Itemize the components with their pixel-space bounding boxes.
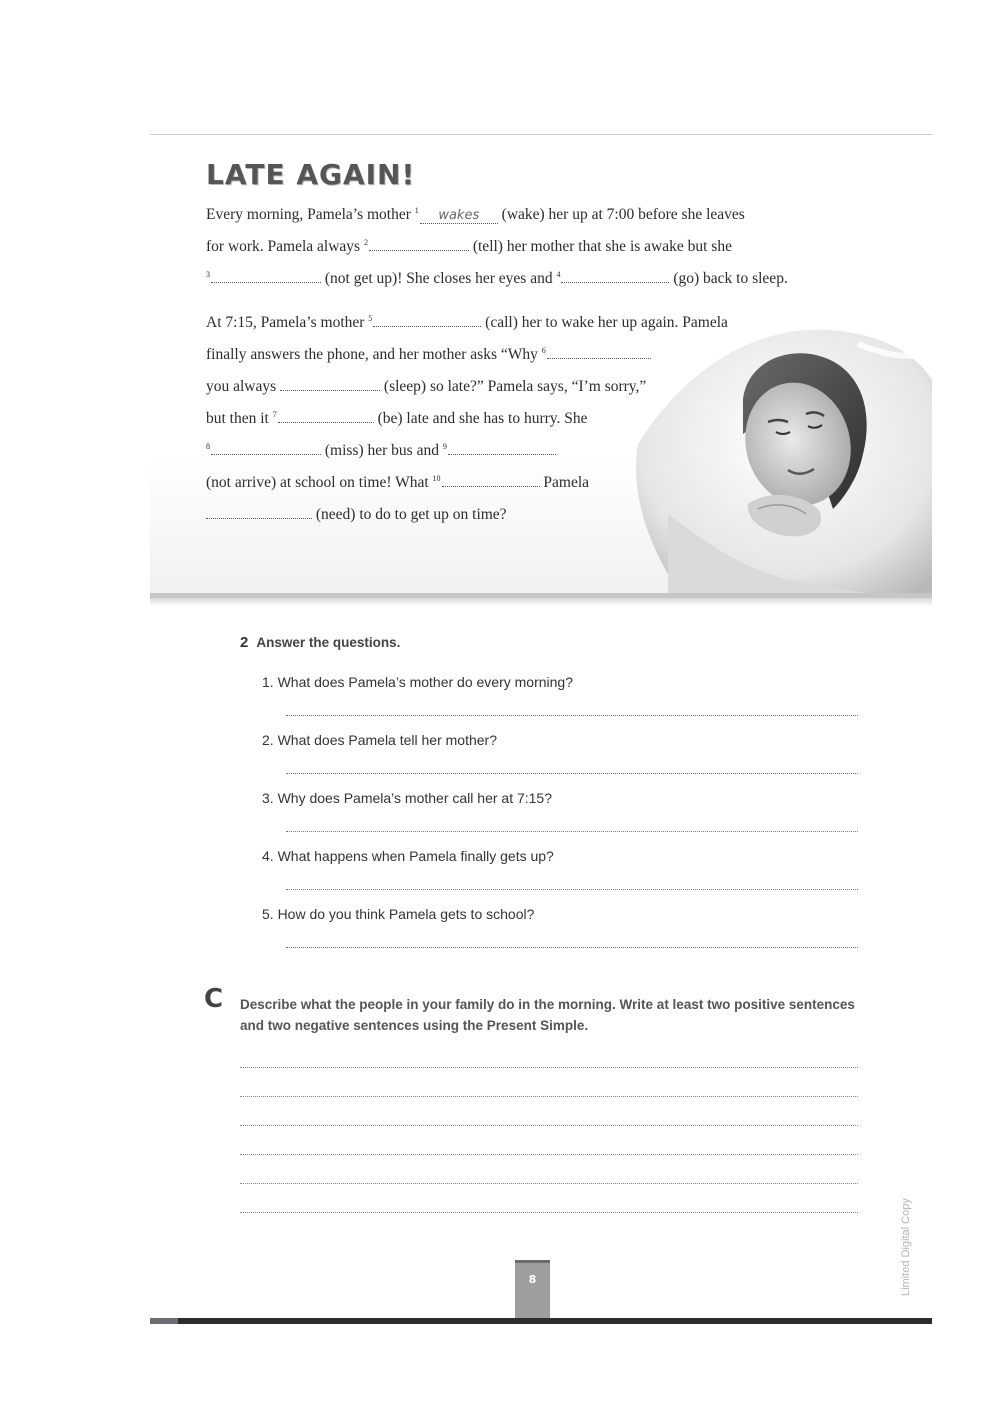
top-rule <box>150 134 932 135</box>
story-line-8 <box>206 442 556 460</box>
story-text: (sleep) so late?” Pamela says, “I’m sorry,” <box>380 378 647 395</box>
story-line-3 <box>206 270 788 288</box>
gap-number: 1 <box>414 206 419 215</box>
question-3: 3. Why does Pamela’s mother call her at 7:15? <box>262 790 553 806</box>
answer-line-4[interactable] <box>286 888 858 890</box>
story-text: (miss) her bus and <box>321 442 443 460</box>
page-number: 8 <box>528 1273 537 1286</box>
reading-panel <box>150 136 932 598</box>
section-heading-text: Answer the questions. <box>256 635 401 650</box>
writing-line-5[interactable] <box>240 1182 858 1184</box>
story-text: (call) her to wake her up again. Pamela <box>481 314 728 332</box>
story-text: you always <box>206 378 281 395</box>
page-number-tab <box>515 1260 550 1320</box>
story-text: (not arrive) at school on time! What <box>206 474 433 492</box>
writing-line-6[interactable] <box>240 1211 858 1213</box>
question-1: 1. What does Pamela’s mother do every morning? <box>262 674 574 690</box>
story-line-10 <box>206 506 507 524</box>
story-text: Pamela <box>539 474 590 492</box>
story-text: At 7:15, Pamela’s mother <box>206 314 369 332</box>
gap-number: 6 <box>541 346 546 355</box>
bottom-rule-accent <box>150 1318 178 1324</box>
answer-5[interactable] <box>373 314 481 327</box>
answer-4[interactable] <box>561 270 669 283</box>
question-2: 2. What does Pamela tell her mother? <box>262 732 498 748</box>
answer-line-2[interactable] <box>286 772 858 774</box>
story-text: finally answers the phone, and her mother asks “Why <box>206 346 542 364</box>
bottom-rule <box>150 1318 932 1324</box>
answer-line-5[interactable] <box>286 946 858 948</box>
story-text: (need) to do to get up on time? <box>312 506 507 523</box>
answer-10b[interactable] <box>206 506 312 519</box>
watermark: Limited Digital Copy <box>900 1198 912 1296</box>
gap-number: 7 <box>272 410 277 419</box>
story-text: (be) late and she has to hurry. She <box>373 410 588 428</box>
gap-number: 8 <box>206 442 210 451</box>
story-text: (go) back to sleep. <box>669 270 788 288</box>
sleeping-girl-photo <box>628 304 932 598</box>
section-c-instructions: Describe what the people in your family do in the morning. Write at least two positive sentences and two negative sentences using the Present Simple. <box>240 997 855 1033</box>
story-text: (not get up)! She closes her eyes and <box>321 270 557 288</box>
writing-line-3[interactable] <box>240 1124 858 1126</box>
writing-line-4[interactable] <box>240 1153 858 1155</box>
answer-line-1[interactable] <box>286 714 858 716</box>
gap-number: 10 <box>432 474 441 483</box>
story-line-9 <box>206 474 589 492</box>
story-line-7 <box>206 410 588 428</box>
story-line-6 <box>206 378 646 396</box>
answer-6b[interactable] <box>280 378 380 391</box>
story-text: Every morning, Pamela’s mother <box>206 206 415 224</box>
answer-8[interactable] <box>211 442 321 455</box>
question-5: 5. How do you think Pamela gets to school? <box>262 906 535 922</box>
answer-10[interactable] <box>442 474 540 487</box>
writing-line-2[interactable] <box>240 1095 858 1097</box>
answer-6[interactable] <box>547 346 651 359</box>
gap-number: 2 <box>363 238 368 247</box>
writing-line-1[interactable] <box>240 1066 858 1068</box>
story-text: (wake) her up at 7:00 before she leaves <box>497 206 745 224</box>
answer-3[interactable] <box>211 270 321 283</box>
gap-number: 3 <box>206 270 210 279</box>
gap-number: 9 <box>442 442 447 451</box>
answer-7[interactable] <box>278 410 374 423</box>
page-title: LATE AGAIN! <box>206 158 416 191</box>
answer-2[interactable] <box>369 238 469 251</box>
section-number: 2 <box>240 634 249 651</box>
story-line-2 <box>206 238 732 256</box>
answer-line-3[interactable] <box>286 830 858 832</box>
gap-number: 5 <box>368 314 373 323</box>
answer-1[interactable]: wakes <box>420 209 498 224</box>
story-text: for work. Pamela always <box>206 238 364 256</box>
story-line-4 <box>206 314 728 332</box>
section-c-letter: C <box>204 984 224 1014</box>
story-text: but then it <box>206 410 273 428</box>
story-line-1 <box>206 206 745 224</box>
panel-shadow <box>150 598 932 606</box>
story-text: (tell) her mother that she is awake but she <box>468 238 732 256</box>
answer-9[interactable] <box>448 442 556 455</box>
gap-number: 4 <box>556 270 561 279</box>
question-4: 4. What happens when Pamela finally gets up? <box>262 848 554 864</box>
section-2-heading <box>240 634 400 651</box>
story-line-5 <box>206 346 651 364</box>
